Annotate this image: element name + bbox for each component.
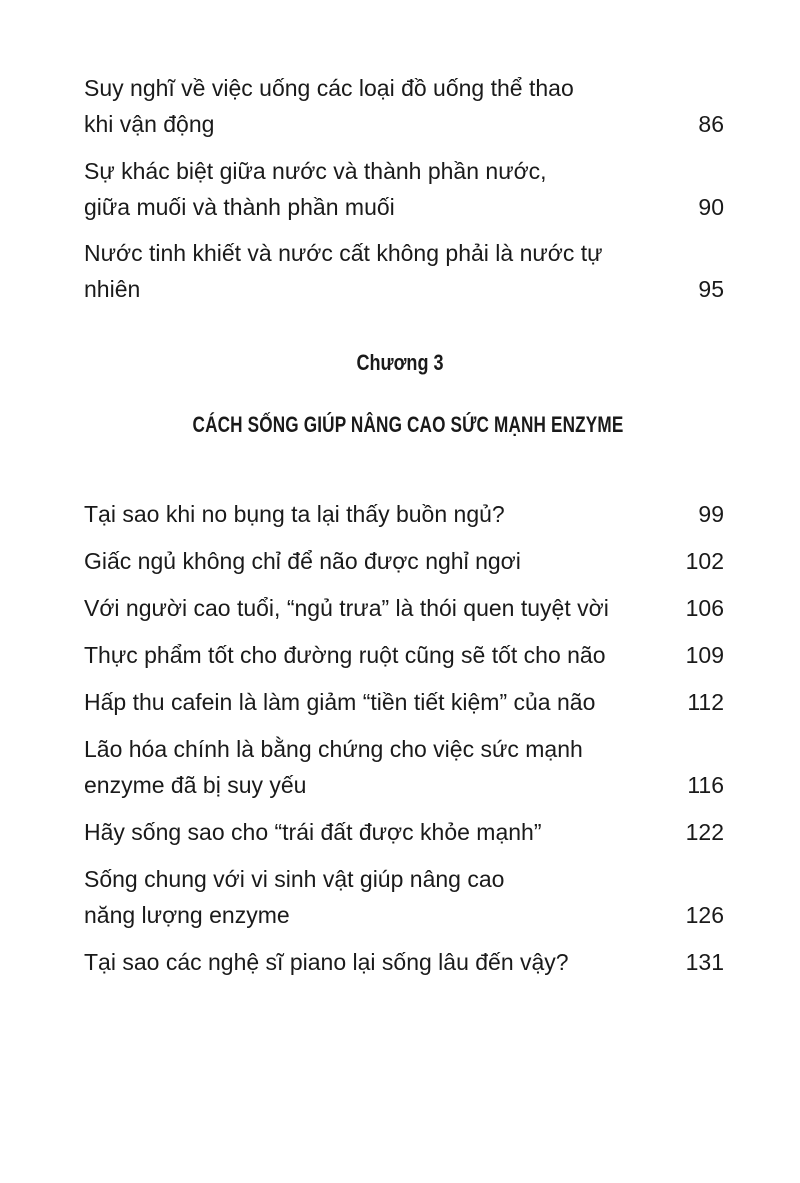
chapter-title: CÁCH SỐNG GIÚP NÂNG CAO SỨC MẠNH ENZYME: [192, 412, 624, 437]
toc-entry-title-line: Sự khác biệt giữa nước và thành phần nước,: [84, 158, 547, 184]
toc-entry-title-line: Với người cao tuổi, “ngủ trưa” là thói quen tuyệt vời: [84, 595, 609, 621]
toc-entry: [84, 861, 724, 933]
toc-entry: [84, 944, 724, 980]
toc-entry: [84, 637, 724, 673]
toc-entry-title: [84, 590, 724, 626]
toc-entry-page: 122: [685, 819, 724, 845]
toc-entry-title: [84, 814, 724, 850]
toc-entry-title-line: Tại sao khi no bụng ta lại thấy buồn ngủ?: [84, 501, 505, 527]
toc-entry: [84, 70, 724, 142]
toc-entry-title-line: Giấc ngủ không chỉ để não được nghỉ ngơi: [84, 548, 521, 574]
toc-entry-page: 99: [698, 501, 724, 527]
toc-entry: [84, 814, 724, 850]
toc-entry-page: 131: [685, 949, 724, 975]
toc-entry-title-line: Hãy sống sao cho “trái đất được khỏe mạnh”: [84, 819, 542, 845]
toc-entry: [84, 684, 724, 720]
toc-entry-title: [84, 684, 724, 720]
toc-entry: [84, 543, 724, 579]
toc-entry-title: [84, 543, 724, 579]
toc-entry: [84, 731, 724, 803]
toc-entry-title-line: khi vận động: [84, 111, 215, 137]
toc-entry-title-line: Thực phẩm tốt cho đường ruột cũng sẽ tốt cho não: [84, 642, 606, 668]
toc-entry-title-line: Hấp thu cafein là làm giảm “tiền tiết kiệm” của não: [84, 689, 596, 715]
toc-entry-title: [84, 944, 724, 980]
toc-entry-page: 116: [687, 772, 724, 798]
toc-entry-title-line: Lão hóa chính là bằng chứng cho việc sức mạnh: [84, 736, 583, 762]
toc-entry-page: 95: [698, 276, 724, 302]
toc-entry-page: 126: [685, 902, 724, 928]
toc-entry-title-line: Nước tinh khiết và nước cất không phải là nước tự nhiên: [84, 240, 603, 302]
toc-entry-title-line: Sống chung với vi sinh vật giúp nâng cao: [84, 866, 505, 892]
chapter-label: Chương 3: [356, 350, 444, 375]
toc-entry-page: 102: [685, 548, 724, 574]
toc-entry: [84, 496, 724, 532]
toc-entry-page: 86: [698, 111, 724, 137]
toc-entry-title: [84, 496, 724, 532]
toc-entry-page: 112: [687, 689, 724, 715]
toc-entry: [84, 153, 724, 225]
toc-entry-title-line: Suy nghĩ về việc uống các loại đồ uống thể thao: [84, 75, 574, 101]
toc-entry-title: [84, 861, 724, 933]
toc-entry-title: [84, 731, 724, 803]
toc-entry-page: 106: [685, 595, 724, 621]
toc-entry-title-line: giữa muối và thành phần muối: [84, 194, 395, 220]
toc-entry-title: [84, 235, 724, 307]
toc-entry-title-line: Tại sao các nghệ sĩ piano lại sống lâu đến vậy?: [84, 949, 569, 975]
toc-entry-title: [84, 153, 724, 225]
toc-entry: [84, 590, 724, 626]
toc-entry-title: [84, 70, 724, 142]
toc-entry-title-line: năng lượng enzyme: [84, 902, 290, 928]
toc-entry-title: [84, 637, 724, 673]
toc-entry: [84, 235, 724, 307]
toc-entry-page: 109: [685, 642, 724, 668]
toc-entry-page: 90: [698, 194, 724, 220]
toc-entry-title-line: enzyme đã bị suy yếu: [84, 772, 307, 798]
